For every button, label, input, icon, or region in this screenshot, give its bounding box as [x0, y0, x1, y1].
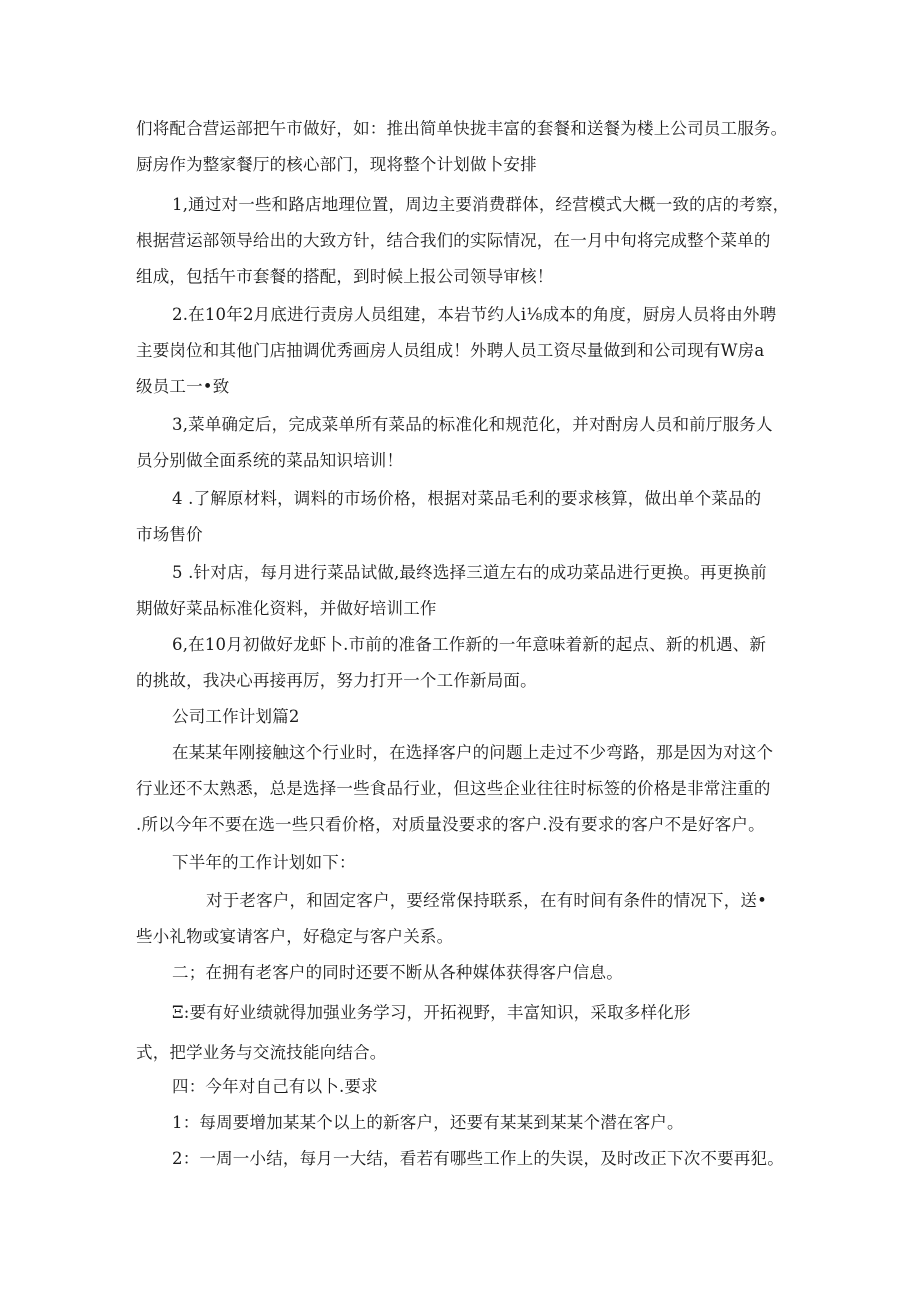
text-line: 市场售价 [136, 525, 203, 544]
text-line: 些小礼物或宴请客户，好稳定与客户关系。 [136, 927, 454, 946]
text-line: 的挑故，我决心再接再厉，努力打开一个工作新局面。 [136, 671, 537, 690]
text-line: 们将配合营运部把午市做好，如：推出简单快拢丰富的套餐和送餐为楼上公司员工服务。 [136, 119, 788, 138]
section-heading: 公司工作计划篇2 [172, 707, 300, 726]
text-line: 厨房作为整家餐厅的核心部门，现将整个计划做卜安排 [136, 155, 537, 174]
text-line: 4 .了解原材料，调料的市场价格，根据对菜品毛利的要求核算，做出单个菜品的 [172, 489, 762, 508]
text-line: 式，把学业务与交流技能向结合。 [136, 1043, 387, 1062]
text-line: 根据营运部领导给出的大致方针，结合我们的实际情况，在一月中旬将完成整个菜单的 [136, 231, 771, 250]
text-line: 1：每周要增加某某个以上的新客户，还要有某某到某某个潜在客户。 [172, 1113, 684, 1132]
text-line: 二；在拥有老客户的同时还要不断从各种媒体获得客户信息。 [172, 963, 623, 982]
text-line: 下半年的工作计划如下： [172, 853, 356, 872]
text-line: 在某某年刚接触这个行业时，在选择客户的问题上走过不少弯路，那是因为对这个 [172, 743, 774, 762]
text-line: 组成，包括午市套餐的搭配，到时候上报公司领导审核！ [136, 267, 554, 286]
text-line: 2.在10年2月底进行责房人员组建，本岩节约人i⅛成本的角度，厨房人员将由外聘 [172, 305, 777, 324]
text-line: 6,在10月初做好龙虾卜.市前的准备工作新的一年意味着新的起点、新的机遇、新 [172, 635, 767, 654]
text-line: 员分别做全面系统的菜品知识培训！ [136, 451, 404, 470]
text-line: Ξ:要有好业绩就得加强业务学习，开拓视野，丰富知识，采取多样化形 [172, 1003, 691, 1022]
text-line: 对于老客户，和固定客户，要经常保持联系，在有时间有条件的情况下，送• [206, 891, 768, 910]
text-line: 2：一周一小结，每月一大结，看若有哪些工作上的失误，及时改正下次不要再犯。 [172, 1149, 784, 1168]
text-line: 行业还不太熟悉，总是选择一些食品行业，但这些企业往往时标签的价格是非常注重的 [136, 779, 771, 798]
text-line: 3,菜单确定后，完成菜单所有菜品的标准化和规范化，并对酎房人员和前厅服务人 [172, 415, 773, 434]
text-line: 5 .针对店，每月进行菜品试做,最终选择三道左右的成功菜品进行更换。再更换前 [172, 563, 767, 582]
text-line: .所以今年不要在选一些只看价格，对质量没要求的客户.没有要求的客户不是好客户。 [136, 815, 765, 834]
text-line: 期做好菜品标准化资料，并做好培训工作 [136, 599, 437, 618]
text-line: 主要岗位和其他门店抽调优秀画房人员组成！外聘人员工资尽量做到和公司现有W房a [136, 341, 765, 360]
text-line: 级员工一•致 [136, 377, 230, 396]
text-line: 1,通过对一些和路店地理位置，周边主要消费群体，经营模式大概一致的店的考察， [172, 195, 790, 214]
text-line: 四：今年对自己有以卜.要求 [172, 1077, 378, 1096]
